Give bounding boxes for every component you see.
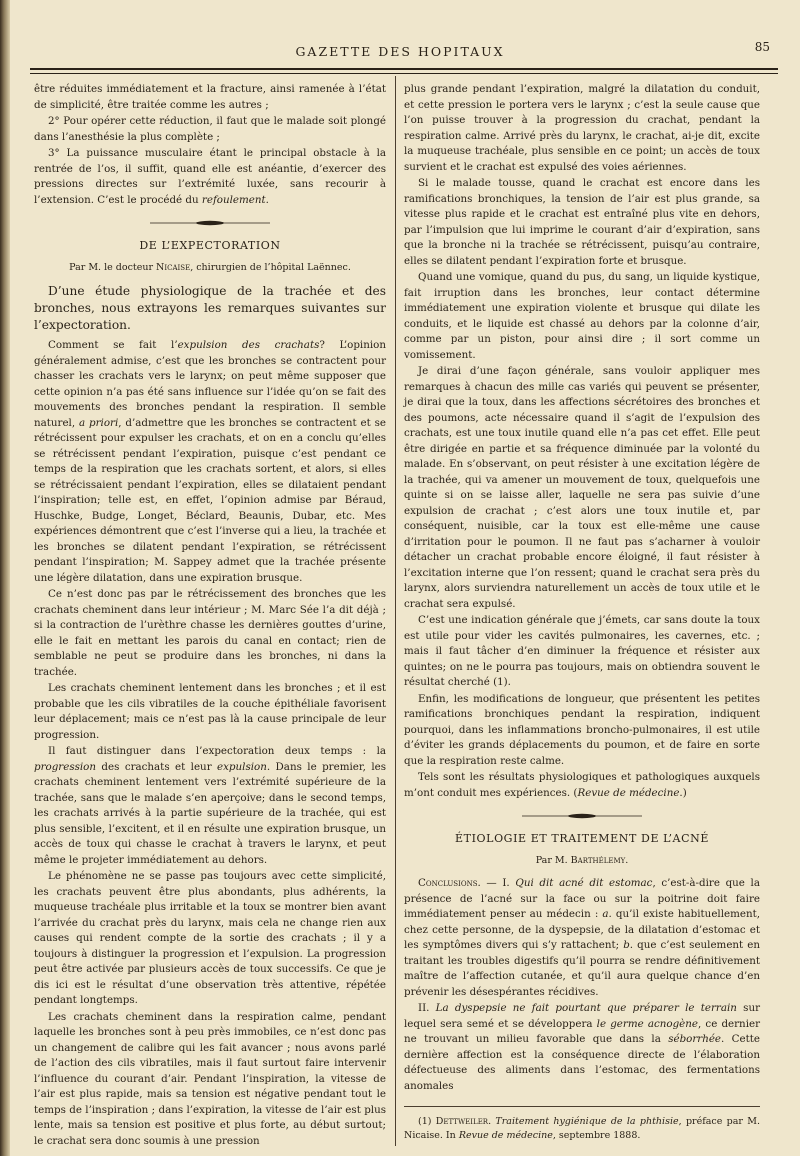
paragraph: II. La dyspepsie ne fait pourtant que préparer le terrain sur lequel sera semé et se développera le germe acnogène, ce dernier ne trouvant un milieu favorable que dans la séborrhée. Cette dernière affection est la conséquence directe de l’élaboration défectueuse des aliments dans l’estomac, des fermentations anomales <box>404 1002 760 1092</box>
footnote-rule <box>404 1106 760 1107</box>
header-rule <box>30 68 778 74</box>
page-binding-edge <box>0 0 10 1156</box>
paragraph: 2° Pour opérer cette réduction, il faut que le malade soit plongé dans l’anesthésie la plus complète ; <box>34 115 386 143</box>
paragraph: Je dirai d’une façon générale, sans vouloir appliquer mes remarques à chacun des mille cas variés qui peuvent se présenter, je dirai que la toux, dans les affections sécrétoires des bronches et des poumons, acte nécessaire quand il s’agit de l’expulsion des crachats, est une toux inutile quand elle n’a pas cet effet. Elle peut être dirigée en partie et sa fréquence diminuée par la volonté du malade. En s’observant, on peut résister à une excitation légère de la trachée, qui va amener un mouvement de toux, quelquefois une quinte si on se laisse aller, laquelle ne sera pas suivie d’une expulsion de crachat ; c’est alors une toux inutile et, par conséquent, nuisible, car la toux est elle-même une cause d’irritation pour le poumon. Il ne faut pas s’acharner à vouloir détacher un crachat probable encore éloigné, il faut résister à l’excitation interne que l’on ressent; quand le crachat sera près du larynx, alors surviendra naturellement un accès de toux utile et le crachat sera expulsé. <box>404 365 760 610</box>
paragraph: Il faut distinguer dans l’expectoration deux temps : la progression des crachats et leur expulsion. Dans le premier, les crachats cheminent lentement vers l’extrémité supérieure de la trachée, sans que le malade s’en aperçoive; dans le second temps, les crachats arrivés à la partie supérieure de la trachée, qui est plus sensible, l’excitent, et il en résulte une expiration brusque, un accès de toux qui chasse le crachat à travers le larynx, et peut même le projeter immédiatement au dehors. <box>34 745 386 866</box>
footnote: (1) Dettweiler. Traitement hygiénique de la phthisie, préface par M. Nicaise. In Revue de médecine, septembre 1888. <box>404 1116 760 1141</box>
column-divider <box>395 76 396 1146</box>
separator-ornament <box>150 218 270 228</box>
article-title: ÉTIOLOGIE ET TRAITEMENT DE L’ACNÉ <box>455 832 709 845</box>
paragraph: Tels sont les résultats physiologiques et pathologiques auxquels m’ont conduit mes expériences. (Revue de médecine.) <box>404 771 760 799</box>
paragraph: plus grande pendant l’expiration, malgré la dilatation du conduit, et cette pression le portera vers le larynx ; c’est la seule cause que l’on puisse trouver à la progression du crachat, pendant la respiration calme. Arrivé près du larynx, le crachat, ai-je dit, excite la muqueuse trachéale, plus sensible en ce point; un accès de toux survient et le crachat est expulsé des voies aériennes. <box>404 83 760 173</box>
left-column <box>34 82 386 1150</box>
paragraph: Conclusions. — I. Qui dit acné dit estomac, c’est-à-dire que la présence de l’acné sur la face ou sur la poitrine doit faire immédiatement penser au médecin : a. qu’il existe habituellement, chez cette personne, de la dyspepsie, de la dilatation d’estomac et les symptômes divers qui s’y rattachent; b. que c’est seulement en traitant les troubles digestifs qu’il pourra se rendre définitivement maître de l’affection cutanée, et qu’il aura quelque chance d’en prévenir les désespérantes récidives. <box>404 877 760 998</box>
article-byline: Par M. Barthélemy. <box>535 854 629 866</box>
article-title: DE L’EXPECTORATION <box>139 239 281 252</box>
paragraph: Les crachats cheminent lentement dans les bronches ; et il est probable que les cils vibratiles de la couche épithéliale favorisent leur déplacement; mais ce n’est pas là la cause principale de leur progression. <box>34 682 386 741</box>
paragraph: Quand une vomique, quand du pus, du sang, un liquide kystique, fait irruption dans les bronches, leur contact détermine immédiatement une expiration violente et brusque qui dilate les conduits, et le liquide est chassé au dehors par la colonne d’air, comme par un piston, pour ainsi dire ; il sort comme un vomissement. <box>404 271 760 361</box>
separator-ornament <box>522 811 642 821</box>
paragraph: Enfin, les modifications de longueur, que présentent les petites ramifications bronchiques pendant la respiration, indiquent pourquoi, dans les inflammations broncho-pulmonaires, il est utile d’éviter les grands déplacements du poumon, et de faire en sorte que la respiration reste calme. <box>404 692 760 767</box>
paragraph: Ce n’est donc pas par le rétrécissement des bronches que les crachats cheminent dans leur intérieur ; M. Marc Sée l’a dit déjà ; si la contraction de l’urèthre chasse les dernières gouttes d’urine, elle le fait en mettant les parois du canal en contact; rien de semblable ne peut se produire dans les bronches, ni dans la trachée. <box>34 588 386 678</box>
paragraph: Le phénomène ne se passe pas toujours avec cette simplicité, les crachats peuvent être plus abondants, plus adhérents, la muqueuse trachéale plus irritable et la toux se montrer bien avant l’arrivée du crachat près du larynx, mais cela ne change rien aux causes qui rendent compte de la sortie des crachats ; il y a toujours à distinguer la progression et l’expulsion. La progression peut être activée par plusieurs accès de toux successifs. Ce que je dis ici est le résultat d’une observation très attentive, répétée pendant longtemps. <box>34 870 386 1006</box>
paragraph: Les crachats cheminent dans la respiration calme, pendant laquelle les bronches sont à peu près immobiles, ce n’est donc pas un changement de calibre qui les fait avancer ; nous avons parlé de l’action des cils vibratiles, mais il faut surtout faire intervenir l’influence du courant d’air. Pendant l’inspiration, la vitesse de l’air est plus rapide, mais sa tension est négative pendant tout le temps de l’inspiration ; dans l’expiration, la vitesse de l’air est plus lente, mais sa tension est positive et plus forte, au début surtout; le crachat sera donc soumis à une pression <box>34 1010 386 1147</box>
lead-paragraph: D’une étude physiologique de la trachée et des bronches, nous extrayons les remarques suivantes sur l’expectoration. <box>34 284 386 332</box>
journal-title: GAZETTE DES HOPITAUX <box>295 44 505 59</box>
paragraph: C’est une indication générale que j’émets, car sans doute la toux est utile pour vider les cavités pulmonaires, les cavernes, etc. ; mais il faut tâcher d’en diminuer la fréquence et résister aux quintes; on ne le pourra pas toujours, mais on obtiendra souvent le résultat cherché (1). <box>404 614 760 688</box>
paragraph: être réduites immédiatement et la fracture, ainsi ramenée à l’état de simplicité, être traitée comme les autres ; <box>34 83 386 111</box>
paragraph: Comment se fait l’expulsion des crachats? L’opinion généralement admise, c’est que les bronches se contractent pour chasser les crachats vers le larynx; on peut même supposer que cette opinion n’a pas été sans influence sur l’idée qu’on se fait des mouvements des bronches pendant la respiration. Il semble naturel, a priori, d’admettre que les bronches se contractent et se rétrécissent pour expulser les crachats, et on en a conclu qu’elles se rétrécissent pendant l’expiration, puisque c’est pendant ce temps de la respiration que les crachats sortent, et alors, si elles se rétrécissaient pendant l’expiration, elles se dilataient pendant l’inspiration; telle est, en effet, l’opinion admise par Béraud, Huschke, Budge, Longet, Béclard, Beaunis, Dubar, etc. Mes expériences démontrent que c’est l’inverse qui a lieu, la trachée et les bronches se dilatent pendant l’expiration, se rétrécissent pendant l’inspiration; M. Sappey admet que la trachée présente une légère dilatation, dans une expiration brusque. <box>34 339 386 584</box>
right-column <box>404 82 760 1144</box>
paragraph: Si le malade tousse, quand le crachat est encore dans les ramifications bronchiques, la tension de l’air est plus grande, sa vitesse plus rapide et le crachat est entraîné plus vite en dehors, par l’impulsion que lui imprime le courant d’air d’expiration, sans que la bronche ni la trachée se rétrécissent, puisqu’au contraire, elles se dilatent pendant l’expiration forte et brusque. <box>404 177 760 267</box>
page-number: 85 <box>754 40 770 54</box>
article-byline: Par M. le docteur Nicaise, chirurgien de l’hôpital Laënnec. <box>69 261 351 273</box>
paragraph: 3° La puissance musculaire étant le principal obstacle à la rentrée de l’os, il suffit, quand elle est anéantie, d’exercer des pressions directes sur l’extrémité luxée, sans recourir à l’extension. C’est le procédé du refoulement. <box>34 147 386 206</box>
